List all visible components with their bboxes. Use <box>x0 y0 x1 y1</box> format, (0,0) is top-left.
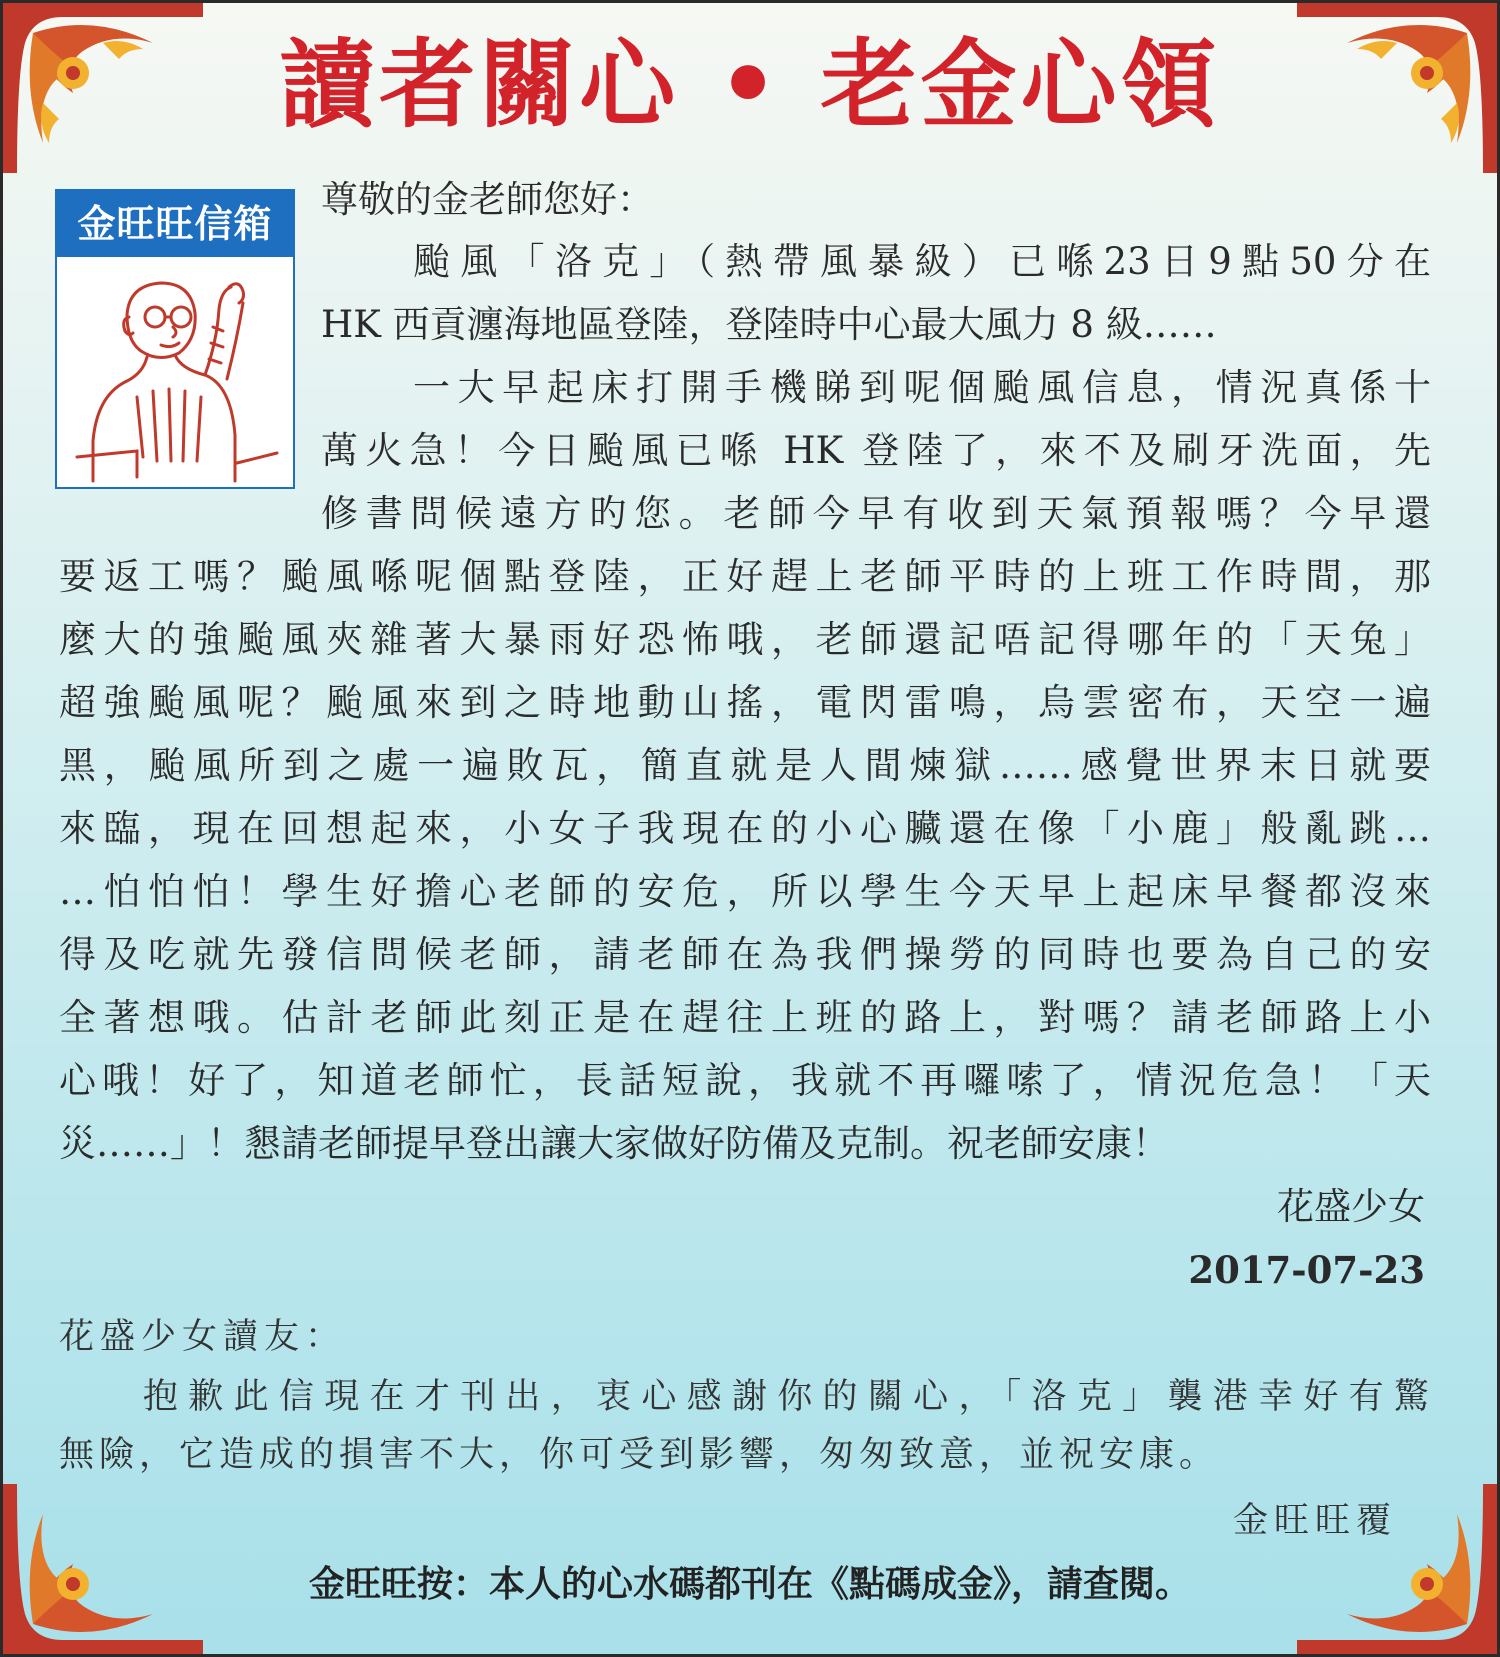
letter-line: 得及吃就先發信問候老師，請老師在為我們操勞的同時也要為自己的安 <box>59 933 1431 976</box>
letter-line: 萬火急！今日颱風已喺 HK 登陸了，來不及刷牙洗面，先 <box>321 429 1431 472</box>
mailbox-header: 金旺旺信箱 <box>57 191 293 257</box>
letter-date: 2017-07-23 <box>1188 1248 1425 1292</box>
reply-line: 抱歉此信現在才刊出，衷心感謝你的關心，「洛克」襲港幸好有驚 <box>143 1377 1431 1417</box>
letter-line: 麼大的強颱風夾雜著大暴雨好恐怖哦，老師還記唔記得哪年的「天兔」 <box>59 618 1431 661</box>
letter-line: 超強颱風呢？颱風來到之時地動山搖，電閃雷鳴，烏雲密布，天空一遍 <box>59 681 1431 724</box>
mailbox-logo <box>55 189 295 489</box>
letter-line: 黑，颱風所到之處一遍敗瓦，簡直就是人間煉獄……感覺世界末日就要 <box>59 744 1431 787</box>
page-title <box>3 25 1497 145</box>
reply-greeting: 花盛少女讀友： <box>59 1317 347 1357</box>
letter-line: HK 西貢瀍海地區登陸，登陸時中心最大風力 8 級…… <box>321 303 1217 346</box>
letter-line: 來臨，現在回想起來，小女子我現在的小心臟還在像「小鹿」般亂跳… <box>59 807 1431 850</box>
reply-signature: 金旺旺覆 <box>1232 1501 1397 1541</box>
letter-greeting: 尊敬的金老師您好： <box>321 178 654 221</box>
letter-line: 一大早起床打開手機睇到呢個颱風信息，情況真係十 <box>413 366 1431 409</box>
reply-line: 無險，它造成的損害不大，你可受到影響，匆匆致意，並祝安康。 <box>59 1435 1220 1475</box>
letter-line: 心哦！好了，知道老師忙，長話短說，我就不再囉嗦了，情況危急！「天 <box>59 1059 1431 1102</box>
title-left: 讀者關心 <box>279 29 680 141</box>
letter-line: 颱風「洛克」（熱帶風暴級）已喺23日9點50分在 <box>413 240 1431 283</box>
letter-line: 修書問候遠方旳您。老師今早有收到天氣預報嗎？今早還 <box>321 492 1431 535</box>
letter-line: 要返工嗎？颱風喺呢個點登陸，正好趕上老師平時的上班工作時間，那 <box>59 555 1431 598</box>
letter-line: 災……」！懇請老師提早登出讓大家做好防備及克制。祝老師安康！ <box>59 1122 1169 1165</box>
cartoon-teacher-pointing-icon <box>57 257 293 487</box>
title-separator: • <box>717 29 783 141</box>
letter-line: 全著想哦。估計老師此刻正是在趕往上班的路上，對嗎？請老師路上小 <box>59 996 1431 1039</box>
footer-note: 金旺旺按：本人的心水碼都刊在《點碼成金》，請查閱。 <box>308 1564 1191 1605</box>
letter-signature: 花盛少女 <box>1277 1185 1425 1228</box>
title-right: 老金心領 <box>820 29 1221 141</box>
letter-line: …怕怕怕！學生好擔心老師的安危，所以學生今天早上起床早餐都沒來 <box>59 870 1431 913</box>
